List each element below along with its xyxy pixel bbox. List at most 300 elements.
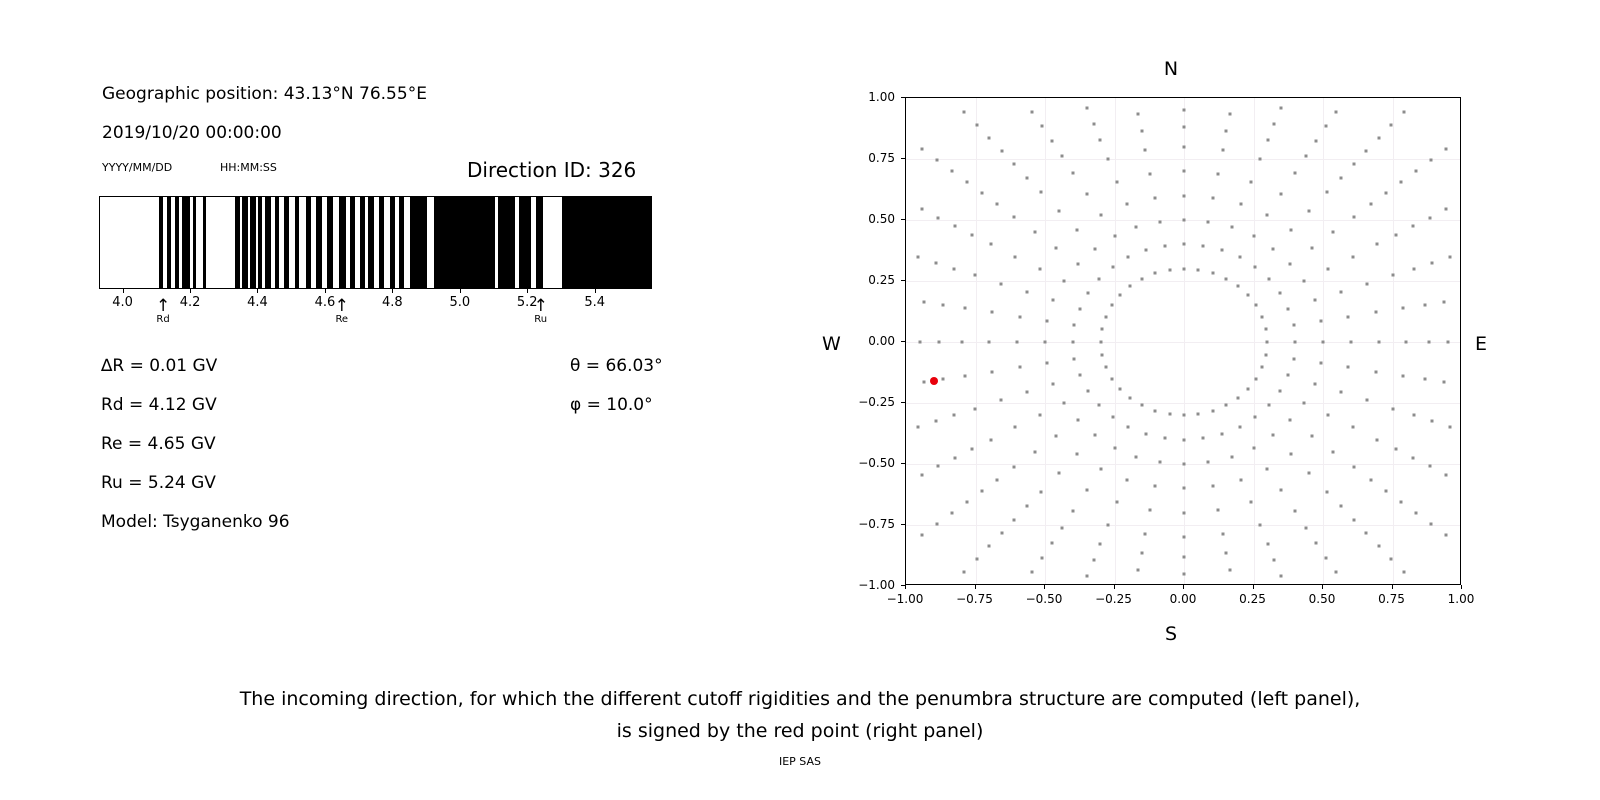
direction-point bbox=[1315, 541, 1318, 544]
rigidity-marker-label: Re bbox=[335, 314, 349, 325]
direction-point bbox=[1140, 129, 1143, 132]
direction-point bbox=[1025, 505, 1028, 508]
direction-point bbox=[1071, 510, 1074, 513]
direction-point bbox=[1110, 377, 1113, 380]
direction-point bbox=[1254, 266, 1257, 269]
direction-point bbox=[1099, 139, 1102, 142]
direction-point bbox=[1211, 409, 1214, 412]
date-format-hint: YYYY/MM/DD bbox=[102, 161, 173, 174]
direction-point bbox=[1402, 307, 1405, 310]
direction-point bbox=[1129, 397, 1132, 400]
direction-point bbox=[1266, 214, 1269, 217]
penumbra-band bbox=[327, 197, 332, 288]
direction-point bbox=[1135, 455, 1138, 458]
penumbra-band bbox=[410, 197, 428, 288]
direction-point bbox=[1228, 112, 1231, 115]
direction-point bbox=[1183, 170, 1186, 173]
direction-point bbox=[1391, 274, 1394, 277]
figure-caption bbox=[0, 683, 1600, 747]
direction-point bbox=[1319, 362, 1322, 365]
x-axis-tick bbox=[527, 289, 528, 293]
direction-point bbox=[1086, 292, 1089, 295]
direction-point bbox=[1303, 402, 1306, 405]
direction-point bbox=[1230, 226, 1233, 229]
direction-point bbox=[1038, 414, 1041, 417]
direction-point bbox=[1225, 129, 1228, 132]
direction-point bbox=[1412, 414, 1415, 417]
y-axis-tick-label: −1.00 bbox=[858, 578, 895, 592]
penumbra-band bbox=[350, 197, 355, 288]
penumbra-band bbox=[284, 197, 289, 288]
direction-point bbox=[971, 448, 974, 451]
y-axis-tick-label: −0.75 bbox=[858, 517, 895, 531]
penumbra-band bbox=[519, 197, 531, 288]
direction-point bbox=[1322, 341, 1325, 344]
x-axis-tick bbox=[392, 289, 393, 293]
direction-point bbox=[1289, 262, 1292, 265]
direction-point bbox=[942, 303, 945, 306]
arrow-up-icon: ↑ bbox=[334, 296, 349, 316]
x-axis-tick bbox=[460, 289, 461, 293]
direction-point bbox=[1428, 465, 1431, 468]
direction-point bbox=[1040, 490, 1043, 493]
direction-point bbox=[1423, 303, 1426, 306]
direction-point bbox=[1104, 366, 1107, 369]
direction-point bbox=[980, 192, 983, 195]
direction-point bbox=[990, 243, 993, 246]
x-axis-tick bbox=[1044, 585, 1045, 589]
direction-point bbox=[1294, 510, 1297, 513]
direction-point bbox=[1183, 555, 1186, 558]
direction-point bbox=[1085, 193, 1088, 196]
direction-point bbox=[1332, 450, 1335, 453]
direction-point bbox=[938, 341, 941, 344]
direction-point bbox=[1071, 341, 1074, 344]
direction-point bbox=[1111, 415, 1114, 418]
direction-point bbox=[1402, 374, 1405, 377]
direction-point bbox=[1154, 485, 1157, 488]
direction-point bbox=[1261, 315, 1264, 318]
direction-point bbox=[971, 233, 974, 236]
direction-point bbox=[1041, 556, 1044, 559]
direction-point bbox=[1137, 569, 1140, 572]
direction-point bbox=[1402, 570, 1405, 573]
direction-point bbox=[934, 420, 937, 423]
direction-point bbox=[1444, 148, 1447, 151]
direction-point bbox=[1224, 404, 1227, 407]
direction-point bbox=[942, 378, 945, 381]
direction-point bbox=[1073, 324, 1076, 327]
direction-point bbox=[1221, 432, 1224, 435]
direction-point bbox=[988, 341, 991, 344]
penumbra-band bbox=[399, 197, 404, 288]
direction-point bbox=[1062, 402, 1065, 405]
direction-point bbox=[1085, 488, 1088, 491]
direction-point bbox=[1305, 526, 1308, 529]
direction-point bbox=[1431, 261, 1434, 264]
north-label: N bbox=[1163, 58, 1179, 80]
direction-point bbox=[1427, 341, 1430, 344]
direction-point bbox=[1352, 163, 1355, 166]
y-axis-tick bbox=[901, 219, 905, 220]
east-label: E bbox=[1475, 333, 1488, 355]
direction-point bbox=[1365, 531, 1368, 534]
direction-point bbox=[1266, 467, 1269, 470]
penumbra-band bbox=[193, 197, 196, 288]
direction-point bbox=[1216, 172, 1219, 175]
arrow-up-icon: ↑ bbox=[155, 296, 171, 316]
direction-point bbox=[1000, 531, 1003, 534]
direction-point bbox=[991, 311, 994, 314]
direction-point bbox=[1141, 404, 1144, 407]
direction-point bbox=[1075, 453, 1078, 456]
direction-point bbox=[1202, 437, 1205, 440]
direction-point bbox=[974, 407, 977, 410]
direction-point bbox=[1050, 140, 1053, 143]
caption-line-2: is signed by the red point (right panel) bbox=[616, 720, 984, 742]
direction-point bbox=[1240, 478, 1243, 481]
y-axis-tick bbox=[901, 463, 905, 464]
direction-point bbox=[1447, 341, 1450, 344]
penumbra-structure-chart bbox=[99, 196, 652, 289]
direction-point bbox=[1013, 163, 1016, 166]
x-axis-tick-label: 0.50 bbox=[1308, 592, 1336, 606]
x-axis-tick bbox=[257, 289, 258, 293]
direction-point bbox=[1294, 341, 1297, 344]
direction-point bbox=[1154, 409, 1157, 412]
direction-point bbox=[1104, 315, 1107, 318]
direction-point bbox=[1026, 391, 1029, 394]
direction-point bbox=[1207, 220, 1210, 223]
direction-point bbox=[1290, 453, 1293, 456]
direction-point bbox=[1127, 425, 1130, 428]
direction-point bbox=[922, 300, 925, 303]
direction-point bbox=[1340, 176, 1343, 179]
direction-point bbox=[1324, 556, 1327, 559]
direction-point bbox=[1057, 471, 1060, 474]
direction-point bbox=[1339, 290, 1342, 293]
direction-point bbox=[1334, 571, 1337, 574]
direction-point bbox=[988, 544, 991, 547]
direction-point bbox=[1168, 268, 1171, 271]
direction-point bbox=[1183, 219, 1186, 222]
direction-point bbox=[920, 208, 923, 211]
direction-point bbox=[1443, 300, 1446, 303]
direction-point bbox=[1272, 247, 1275, 250]
direction-point bbox=[935, 159, 938, 162]
penumbra-band bbox=[250, 197, 255, 288]
penumbra-band bbox=[182, 197, 190, 288]
gridline-horizontal bbox=[906, 159, 1460, 160]
direction-point bbox=[1116, 180, 1119, 183]
direction-point bbox=[1431, 420, 1434, 423]
direction-point bbox=[1390, 124, 1393, 127]
y-axis-tick-label: 0.75 bbox=[868, 151, 895, 165]
rigidity-marker-re bbox=[319, 296, 365, 326]
direction-point bbox=[1266, 139, 1269, 142]
penumbra-band bbox=[295, 197, 299, 288]
direction-point bbox=[1183, 511, 1186, 514]
direction-point bbox=[1040, 191, 1043, 194]
x-axis-tick-label: −0.75 bbox=[956, 592, 993, 606]
direction-point bbox=[963, 570, 966, 573]
gridline-vertical bbox=[976, 98, 977, 584]
y-axis-tick-label: −0.50 bbox=[858, 456, 895, 470]
direction-point bbox=[1031, 571, 1034, 574]
direction-point bbox=[1375, 438, 1378, 441]
direction-point bbox=[1246, 388, 1249, 391]
x-axis-tick-label: −0.25 bbox=[1095, 592, 1132, 606]
direction-point bbox=[1086, 574, 1089, 577]
direction-point bbox=[1018, 366, 1021, 369]
penumbra-band bbox=[368, 197, 374, 288]
direction-point bbox=[1013, 518, 1016, 521]
y-axis-tick-label: 0.25 bbox=[868, 273, 895, 287]
theta-value: θ = 66.03° bbox=[570, 356, 663, 376]
direction-point bbox=[921, 148, 924, 151]
direction-point bbox=[1197, 413, 1200, 416]
direction-point bbox=[1279, 292, 1282, 295]
direction-point bbox=[1327, 414, 1330, 417]
direction-point bbox=[1310, 435, 1313, 438]
x-axis-tick bbox=[1183, 585, 1184, 589]
penumbra-x-axis bbox=[99, 289, 652, 349]
direction-point bbox=[1211, 485, 1214, 488]
direction-point bbox=[1158, 220, 1161, 223]
x-axis-tick-label: −1.00 bbox=[886, 592, 924, 606]
x-axis-tick bbox=[190, 289, 191, 293]
direction-point bbox=[1259, 157, 1262, 160]
x-axis-tick bbox=[1253, 585, 1254, 589]
direction-point bbox=[1129, 284, 1132, 287]
y-axis-tick-label: 0.50 bbox=[868, 212, 895, 226]
direction-point bbox=[1280, 193, 1283, 196]
direction-point bbox=[1268, 278, 1271, 281]
direction-point bbox=[1119, 293, 1122, 296]
direction-point bbox=[1140, 552, 1143, 555]
direction-point bbox=[1125, 478, 1128, 481]
selected-direction-point[interactable] bbox=[930, 377, 938, 385]
direction-point bbox=[1290, 228, 1293, 231]
direction-point bbox=[1099, 467, 1102, 470]
direction-point bbox=[1183, 414, 1186, 417]
penumbra-band bbox=[203, 197, 206, 288]
direction-point bbox=[1078, 307, 1081, 310]
direction-point bbox=[1073, 357, 1076, 360]
direction-point bbox=[1046, 362, 1049, 365]
direction-point bbox=[1183, 109, 1186, 112]
x-axis-tick-label: 4.6 bbox=[314, 295, 336, 310]
y-axis-tick bbox=[901, 524, 905, 525]
direction-point bbox=[1443, 381, 1446, 384]
direction-point bbox=[1012, 466, 1015, 469]
direction-point bbox=[980, 489, 983, 492]
direction-point bbox=[1106, 524, 1109, 527]
direction-point bbox=[1449, 255, 1452, 258]
penumbra-band bbox=[390, 197, 395, 288]
direction-point bbox=[1144, 533, 1147, 536]
direction-point bbox=[1327, 267, 1330, 270]
direction-point bbox=[1092, 123, 1095, 126]
direction-point bbox=[1202, 244, 1205, 247]
direction-point bbox=[1119, 388, 1122, 391]
direction-point bbox=[1411, 456, 1414, 459]
x-axis-tick-label: 5.2 bbox=[516, 295, 538, 310]
direction-point bbox=[1374, 370, 1377, 373]
x-axis-tick-label: 0.75 bbox=[1378, 592, 1405, 606]
direction-point bbox=[1400, 181, 1403, 184]
direction-point bbox=[1377, 137, 1380, 140]
direction-point bbox=[1351, 426, 1354, 429]
direction-point bbox=[1093, 434, 1096, 437]
direction-point bbox=[1099, 214, 1102, 217]
x-axis-tick-label: 4.8 bbox=[382, 295, 403, 310]
direction-point bbox=[1324, 125, 1327, 128]
y-axis-tick bbox=[901, 280, 905, 281]
direction-point bbox=[1137, 112, 1140, 115]
direction-point bbox=[954, 456, 957, 459]
direction-point bbox=[1249, 180, 1252, 183]
rd-value: Rd = 4.12 GV bbox=[101, 395, 217, 415]
gridline-horizontal bbox=[906, 281, 1460, 282]
direction-point bbox=[1377, 544, 1380, 547]
direction-point bbox=[1000, 150, 1003, 153]
direction-point bbox=[1000, 282, 1003, 285]
direction-point bbox=[1012, 215, 1015, 218]
direction-point bbox=[1216, 509, 1219, 512]
direction-point bbox=[916, 255, 919, 258]
direction-point bbox=[1252, 235, 1255, 238]
direction-point bbox=[1255, 304, 1258, 307]
penumbra-band bbox=[235, 197, 240, 288]
direction-point bbox=[1370, 479, 1373, 482]
direction-point bbox=[1033, 231, 1036, 234]
direction-point bbox=[975, 124, 978, 127]
direction-point bbox=[1086, 107, 1089, 110]
direction-point bbox=[1273, 123, 1276, 126]
x-axis-tick bbox=[595, 289, 596, 293]
direction-point bbox=[1334, 110, 1337, 113]
direction-point bbox=[1303, 280, 1306, 283]
direction-point bbox=[1313, 299, 1316, 302]
direction-point bbox=[1292, 324, 1295, 327]
model-value: Model: Tsyganenko 96 bbox=[101, 512, 290, 532]
direction-point bbox=[1076, 262, 1079, 265]
x-axis-tick-label: 4.4 bbox=[247, 295, 268, 310]
direction-point bbox=[1097, 403, 1100, 406]
x-axis-tick-label: 1.00 bbox=[1447, 592, 1475, 606]
direction-point bbox=[1060, 526, 1063, 529]
direction-point bbox=[950, 511, 953, 514]
direction-point bbox=[988, 137, 991, 140]
direction-point bbox=[1313, 382, 1316, 385]
direction-point bbox=[965, 500, 968, 503]
x-axis-tick-label: −0.50 bbox=[1025, 592, 1063, 606]
direction-point bbox=[1240, 203, 1243, 206]
direction-point bbox=[1238, 425, 1241, 428]
gridline-vertical bbox=[1393, 98, 1394, 584]
direction-point bbox=[1078, 374, 1081, 377]
direction-point bbox=[1236, 284, 1239, 287]
direction-point bbox=[1305, 155, 1308, 158]
direction-point bbox=[1390, 557, 1393, 560]
direction-point bbox=[1280, 488, 1283, 491]
direction-point bbox=[1183, 243, 1186, 246]
direction-point bbox=[1377, 341, 1380, 344]
direction-point bbox=[1449, 426, 1452, 429]
direction-point bbox=[1391, 407, 1394, 410]
direction-point bbox=[1106, 157, 1109, 160]
direction-point bbox=[1031, 110, 1034, 113]
direction-point bbox=[1230, 455, 1233, 458]
direction-point bbox=[1236, 397, 1239, 400]
direction-point bbox=[1026, 290, 1029, 293]
credit-label: IEP SAS bbox=[778, 755, 822, 768]
direction-point bbox=[1025, 176, 1028, 179]
direction-point bbox=[1183, 487, 1186, 490]
y-axis-tick bbox=[901, 158, 905, 159]
direction-point bbox=[954, 225, 957, 228]
direction-point bbox=[1254, 415, 1257, 418]
rigidity-marker-rd bbox=[140, 296, 186, 326]
direction-point bbox=[1144, 432, 1147, 435]
direction-point bbox=[1183, 572, 1186, 575]
penumbra-band bbox=[379, 197, 384, 288]
direction-point bbox=[1347, 315, 1350, 318]
direction-point bbox=[995, 202, 998, 205]
direction-point bbox=[975, 557, 978, 560]
direction-point bbox=[1347, 366, 1350, 369]
direction-point bbox=[1050, 541, 1053, 544]
direction-point bbox=[937, 465, 940, 468]
direction-point bbox=[918, 341, 921, 344]
direction-point bbox=[1071, 171, 1074, 174]
penumbra-band bbox=[360, 197, 365, 288]
direction-point bbox=[1430, 522, 1433, 525]
direction-point bbox=[963, 111, 966, 114]
direction-point bbox=[1183, 194, 1186, 197]
direction-point bbox=[1057, 210, 1060, 213]
direction-point bbox=[1394, 448, 1397, 451]
direction-point bbox=[1375, 243, 1378, 246]
direction-point bbox=[1246, 293, 1249, 296]
direction-point bbox=[1445, 208, 1448, 211]
direction-point bbox=[1221, 148, 1224, 151]
penumbra-band bbox=[159, 197, 163, 288]
direction-point bbox=[1221, 249, 1224, 252]
direction-point bbox=[1289, 419, 1292, 422]
direction-point bbox=[953, 267, 956, 270]
x-axis-tick-label: 4.2 bbox=[179, 295, 201, 310]
direction-point bbox=[1279, 574, 1282, 577]
x-axis-tick-label: 0.00 bbox=[1169, 592, 1197, 606]
direction-point bbox=[1099, 542, 1102, 545]
direction-point bbox=[1207, 461, 1210, 464]
direction-point bbox=[1116, 501, 1119, 504]
direction-point bbox=[1265, 328, 1268, 331]
time-format-hint: HH:MM:SS bbox=[220, 161, 277, 174]
x-axis-tick bbox=[975, 585, 976, 589]
penumbra-band bbox=[306, 197, 311, 288]
direction-point bbox=[1016, 341, 1019, 344]
direction-point bbox=[1365, 399, 1368, 402]
direction-point bbox=[1052, 299, 1055, 302]
direction-point bbox=[991, 370, 994, 373]
direction-point bbox=[1255, 377, 1258, 380]
caption-line-1: The incoming direction, for which the different cutoff rigidities and the penumbra structure are computed (left panel), bbox=[239, 688, 1361, 710]
gridline-vertical bbox=[1254, 98, 1255, 584]
direction-point bbox=[1308, 210, 1311, 213]
